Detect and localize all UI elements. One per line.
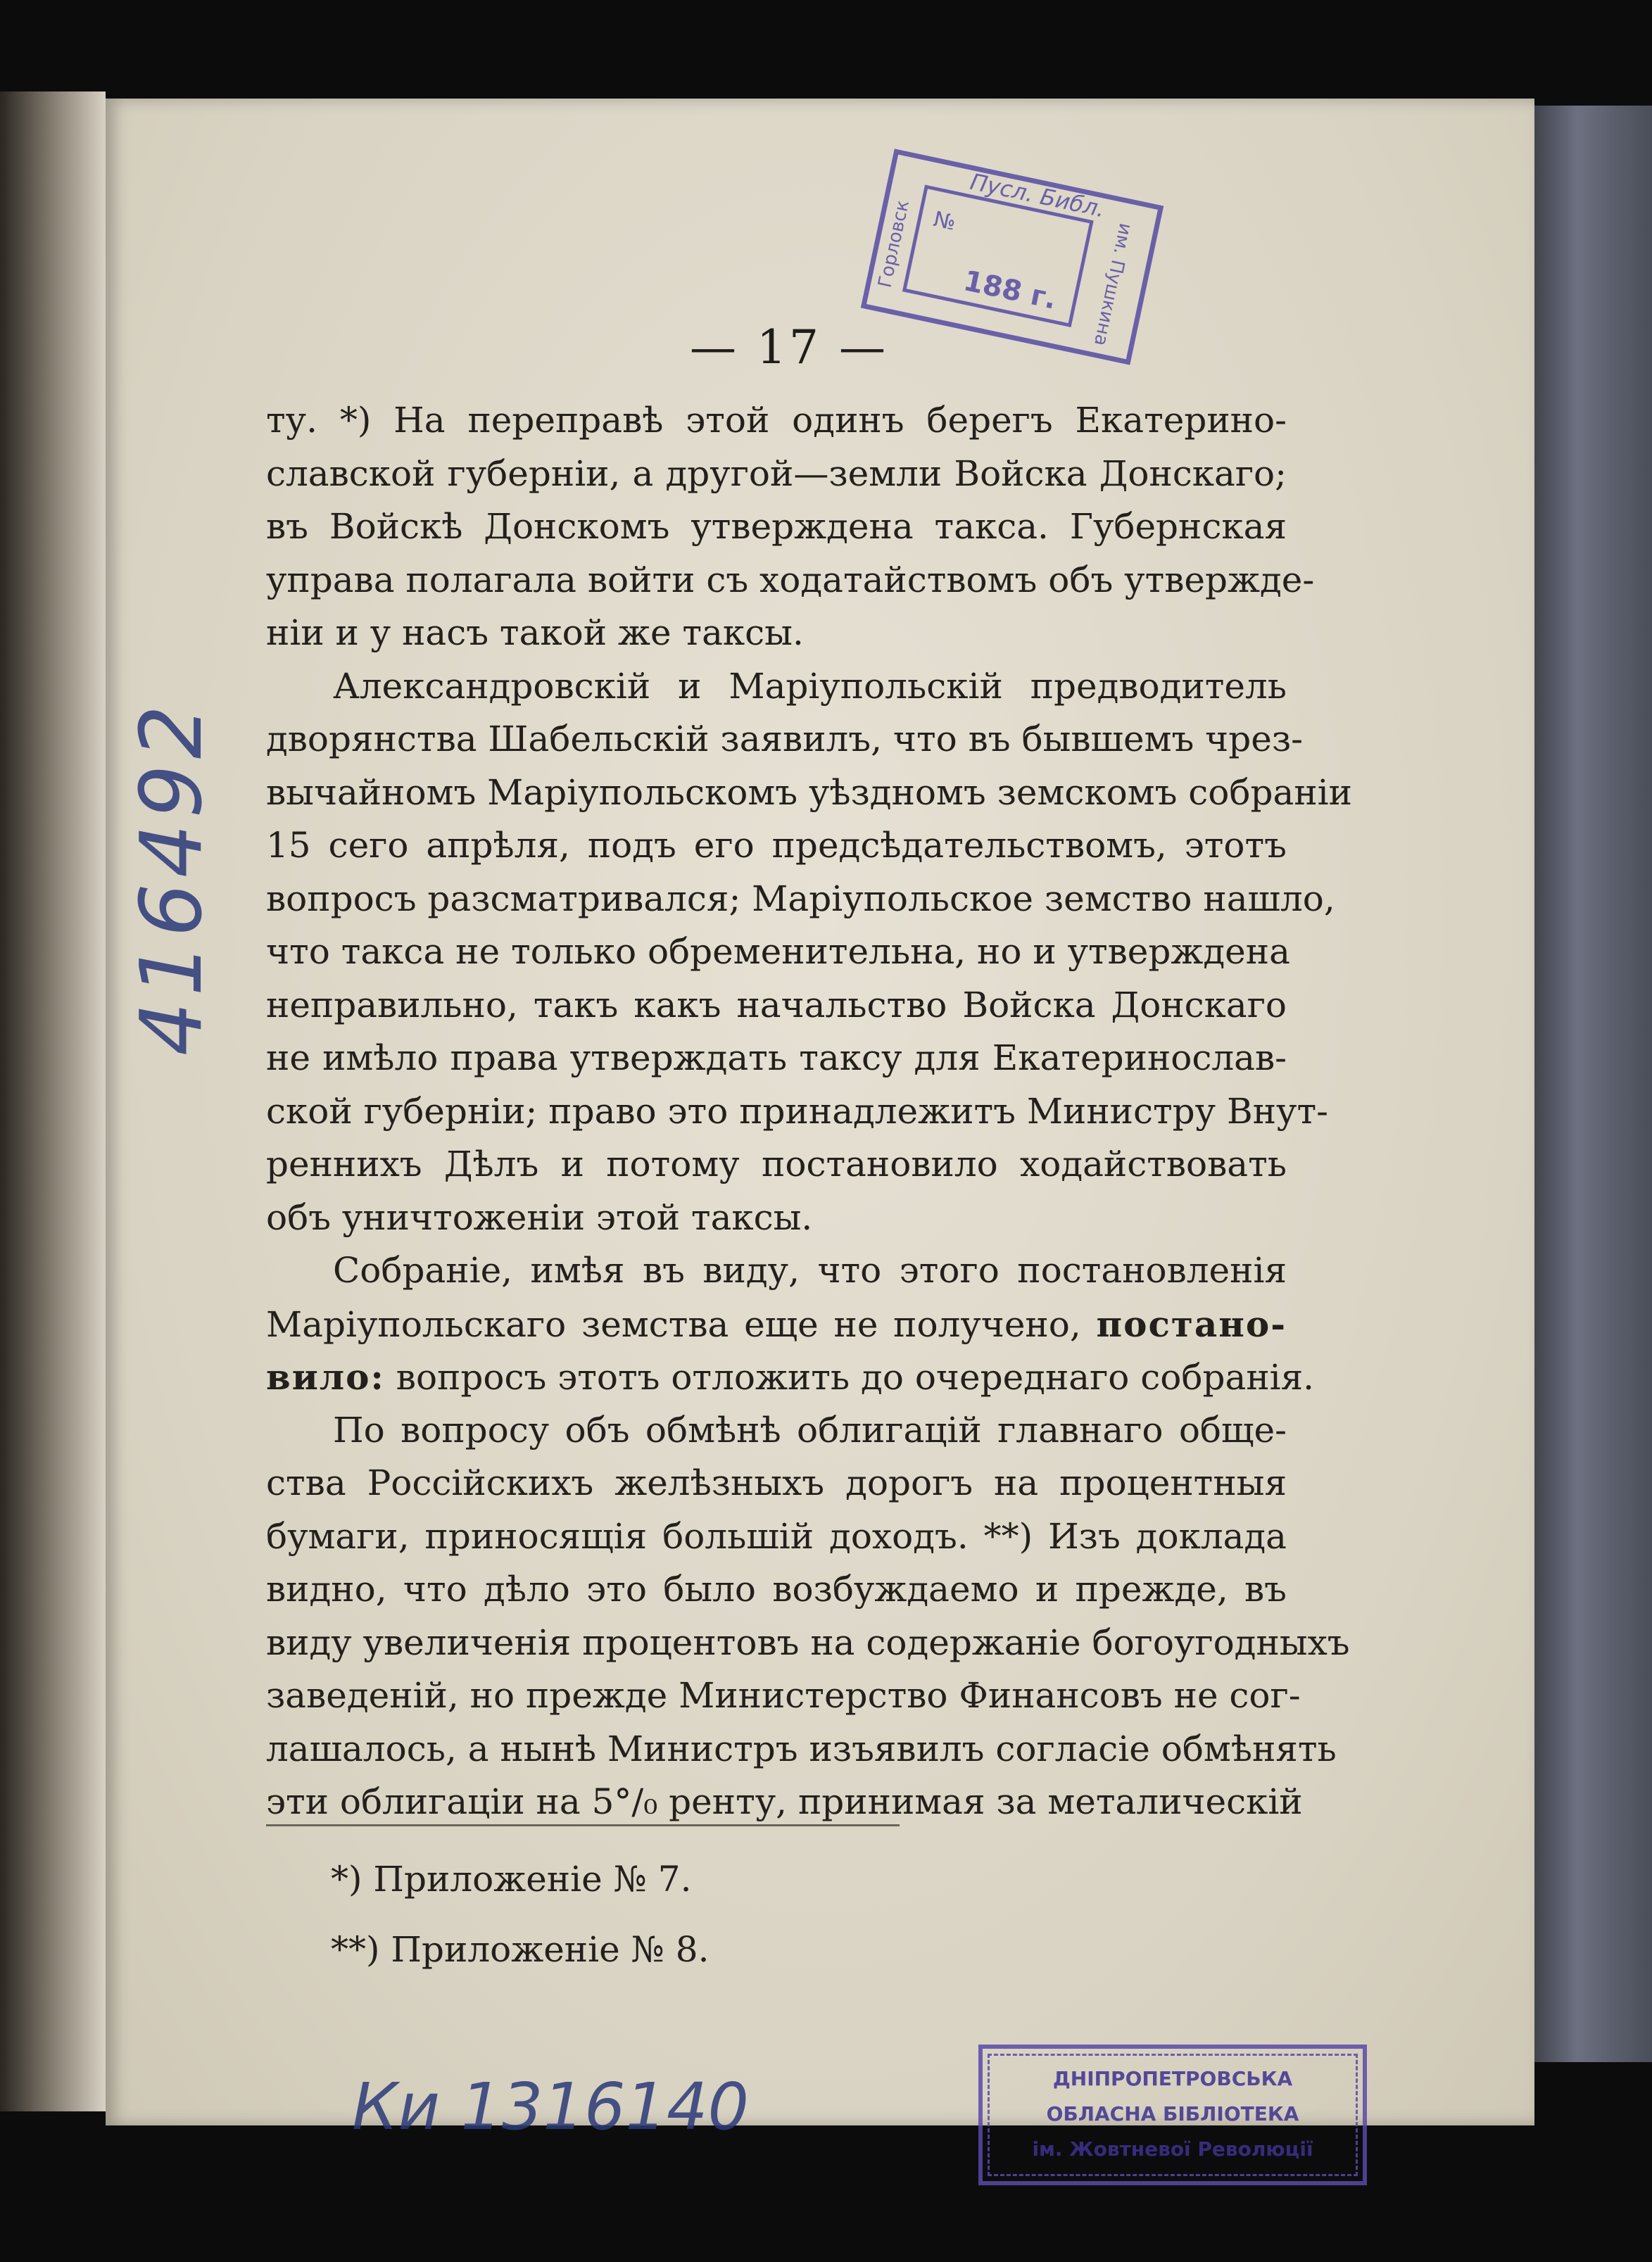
text-line: реннихъ Дѣлъ и потому постановило ходайствовать bbox=[266, 1144, 1287, 1184]
text-line: объ уничтоженіи этой таксы. bbox=[266, 1196, 813, 1238]
footnote: *) Приложеніе № 7. bbox=[331, 1859, 692, 1900]
text-line: По вопросу объ обмѣнѣ облигацій главнаго обще- bbox=[333, 1409, 1287, 1451]
body-text bbox=[266, 394, 1352, 1829]
text-line: ства Россійскихъ желѣзныхъ дорогъ на процентныя bbox=[266, 1462, 1287, 1503]
bold-resolution: постано- bbox=[1096, 1303, 1287, 1345]
book-binding bbox=[1527, 106, 1652, 2062]
text-line bbox=[266, 1298, 1287, 1351]
stamp-top-number-label: № bbox=[931, 207, 958, 236]
page-number: — 17 — bbox=[690, 320, 888, 374]
stamp-top-name: им. Пушкина bbox=[1089, 221, 1137, 348]
footnote-divider bbox=[266, 1824, 900, 1826]
text-line: вопросъ разсматривался; Маріупольское земство нашло, bbox=[266, 878, 1335, 919]
text-segment: вопросъ этотъ отложить до очереднаго собранія. bbox=[396, 1357, 1315, 1398]
text-line: что такса не только обременительна, но и утверждена bbox=[266, 931, 1290, 972]
text-line: въ Войскѣ Донскомъ утверждена такса. Губернская bbox=[266, 506, 1287, 547]
stamp-line: ОБЛАСНА БІБЛІОТЕКА bbox=[1046, 2102, 1299, 2125]
text-line: эти облигаціи на 5°/₀ ренту, принимая за металическій bbox=[266, 1781, 1303, 1822]
text-line: вычайномъ Маріупольскомъ уѣздномъ земскомъ собраніи bbox=[266, 771, 1352, 813]
footnote: **) Приложеніе № 8. bbox=[331, 1929, 710, 1970]
text-line bbox=[266, 1351, 1315, 1404]
text-line: ту. *) На переправѣ этой одинъ берегъ Екатерино- bbox=[266, 400, 1287, 441]
handwritten-inventory-number: 416492 bbox=[123, 699, 221, 1056]
stamp-top-city: Горловск bbox=[874, 198, 914, 290]
bold-resolution: вило: bbox=[266, 1356, 385, 1398]
stamp-top-year: 188 г. bbox=[960, 265, 1059, 316]
text-line: ніи и у насъ такой же таксы. bbox=[266, 612, 804, 653]
text-line: ской губерніи; право это принадлежитъ Министру Внут- bbox=[266, 1090, 1329, 1132]
text-line: Собраніе, имѣя въ виду, что этого постановленія bbox=[333, 1250, 1287, 1291]
footnotes bbox=[331, 1844, 710, 1985]
stamp-top-library: Пусл. Библ. bbox=[968, 168, 1108, 223]
text-line: бумаги, приносящія большій доходъ. **) Изъ доклада bbox=[266, 1515, 1287, 1557]
text-line: неправильно, такъ какъ начальство Войска Донскаго bbox=[266, 984, 1287, 1025]
text-line: заведеній, но прежде Министерство Финансовъ не сог- bbox=[266, 1675, 1301, 1716]
text-line: Александровскій и Маріупольскій предводитель bbox=[333, 665, 1287, 707]
text-segment: Маріупольскаго земства еще не получено, bbox=[266, 1303, 1081, 1345]
text-line: дворянства Шабельскій заявилъ, что въ бывшемъ чрез- bbox=[266, 719, 1303, 759]
text-line: 15 сего апрѣля, подъ его предсѣдательствомъ, этотъ bbox=[266, 825, 1287, 866]
text-line: управа полагала войти съ ходатайствомъ объ утвержде- bbox=[266, 559, 1315, 600]
stamp-line: ДНІПРОПЕТРОВСЬКА bbox=[1052, 2067, 1293, 2090]
text-line: славской губерніи, а другой—земли Войска Донскаго; bbox=[266, 453, 1287, 494]
handwritten-shelf-mark: Ки 1316140 bbox=[352, 2069, 750, 2144]
stamp-line: ім. Жовтневої Революції bbox=[1032, 2137, 1313, 2161]
text-line: видно, что дѣло это было возбуждаемо и прежде, въ bbox=[266, 1569, 1287, 1610]
text-line: лашалось, а нынѣ Министръ изъявилъ согласіе обмѣнять bbox=[266, 1728, 1337, 1769]
text-line: виду увеличенія процентовъ на содержаніе богоугодныхъ bbox=[266, 1622, 1350, 1663]
left-page-edge bbox=[0, 91, 106, 2111]
library-stamp-bottom bbox=[978, 2045, 1367, 2185]
text-line: не имѣло права утверждать таксу для Екатеринослав- bbox=[266, 1037, 1287, 1078]
